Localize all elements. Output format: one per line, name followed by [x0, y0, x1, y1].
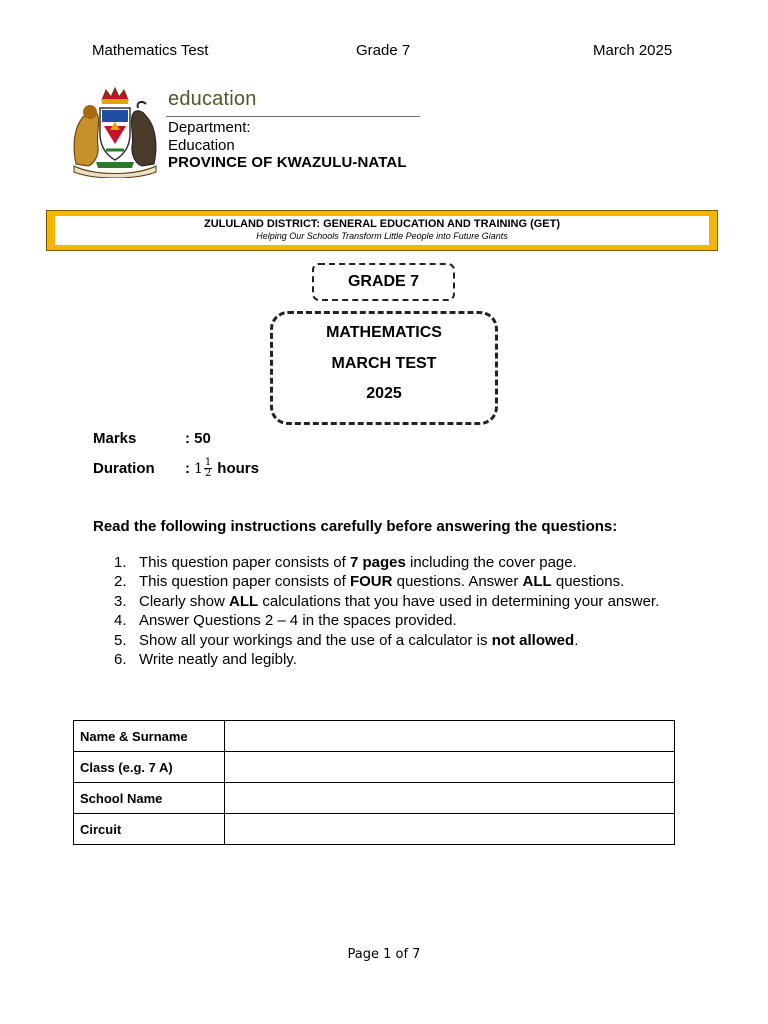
instruction-item [114, 572, 674, 591]
instruction-emphasis: ALL [229, 592, 259, 610]
logo-department-line: Department: [168, 119, 251, 136]
header-grade: Grade 7 [356, 42, 411, 59]
district-title: ZULULAND DISTRICT: GENERAL EDUCATION AND TRAINING (GET) [203, 218, 561, 230]
instruction-number: 4. [114, 612, 127, 630]
duration-label: Duration [93, 460, 155, 477]
grade-label: GRADE 7 [347, 273, 420, 290]
instruction-fragment: . [574, 631, 579, 649]
logo-education-line: Education [168, 137, 235, 154]
instruction-item [114, 631, 674, 650]
duration-numerator: 1 [204, 457, 212, 468]
table-row [74, 721, 675, 752]
instruction-text [139, 631, 674, 650]
field-entry[interactable] [225, 721, 675, 752]
instruction-number: 2. [114, 573, 127, 591]
marks-value: : 50 [185, 430, 211, 447]
coat-of-arms-icon [66, 86, 164, 178]
instruction-number: 1. [114, 554, 127, 571]
instruction-text [139, 611, 674, 630]
page-number: Page 1 of 7 [347, 947, 421, 962]
instruction-item [114, 611, 674, 630]
instruction-fragment: Show all your workings and the use of a calculator is [139, 631, 492, 649]
header-subject: Mathematics Test [92, 42, 209, 59]
header-date: March 2025 [593, 42, 673, 59]
instructions-heading: Read the following instructions carefully before answering the questions: [93, 518, 618, 535]
field-entry[interactable] [225, 752, 675, 783]
duration-colon: : [185, 460, 190, 477]
district-slogan: Helping Our Schools Transform Little People into Future Giants [256, 231, 508, 241]
instruction-number: 6. [114, 651, 127, 669]
instruction-emphasis: FOUR [349, 573, 393, 591]
instruction-number: 5. [114, 631, 127, 649]
instruction-number: 3. [114, 592, 127, 610]
field-entry[interactable] [225, 783, 675, 814]
instruction-fragment: Answer Questions 2 – 4 in the spaces provided. [139, 612, 457, 630]
instruction-emphasis: 7 pages [349, 554, 406, 571]
grade-box [312, 263, 455, 301]
table-row [74, 814, 675, 845]
instruction-item [114, 650, 674, 669]
field-label: Circuit [74, 814, 225, 845]
instruction-item [114, 553, 674, 572]
logo-education-word: education [168, 88, 257, 110]
instruction-text [139, 592, 674, 611]
subject-name: MATHEMATICS [326, 324, 442, 341]
learner-info-table [73, 720, 675, 845]
test-name: MARCH TEST [331, 355, 437, 372]
instruction-text [139, 553, 674, 572]
instruction-fragment: Clearly show [139, 592, 230, 610]
instruction-fragment: This question paper consists of [139, 554, 350, 571]
department-logo [66, 86, 422, 178]
instruction-item [114, 592, 674, 611]
district-banner-inner [55, 216, 709, 245]
instruction-fragment: Write neatly and legibly. [139, 651, 297, 669]
field-label: Name & Surname [74, 721, 225, 752]
marks-label: Marks [93, 430, 137, 447]
instruction-emphasis: ALL [522, 573, 552, 591]
table-row [74, 752, 675, 783]
instruction-fragment: questions. [551, 573, 625, 591]
instruction-fragment: This question paper consists of [139, 573, 350, 591]
subject-box [270, 311, 498, 425]
field-label: School Name [74, 783, 225, 814]
instruction-emphasis: not allowed [491, 631, 575, 649]
duration-whole: 1 [194, 460, 203, 477]
test-year: 2025 [366, 385, 402, 402]
instruction-text [139, 650, 674, 669]
logo-divider [166, 116, 420, 117]
duration-value [185, 458, 259, 479]
field-entry[interactable] [225, 814, 675, 845]
district-banner [46, 210, 718, 251]
instruction-text [139, 572, 674, 591]
table-row [74, 783, 675, 814]
logo-province: PROVINCE OF KWAZULU-NATAL [168, 154, 407, 171]
duration-unit: hours [217, 460, 259, 477]
instruction-fragment: questions. Answer [392, 573, 523, 591]
instructions-list [114, 553, 674, 669]
instruction-fragment: calculations that you have used in determining your answer. [258, 592, 660, 610]
duration-fraction [204, 458, 212, 479]
field-label: Class (e.g. 7 A) [74, 752, 225, 783]
instruction-fragment: including the cover page. [405, 554, 577, 571]
duration-denominator: 2 [204, 468, 212, 479]
